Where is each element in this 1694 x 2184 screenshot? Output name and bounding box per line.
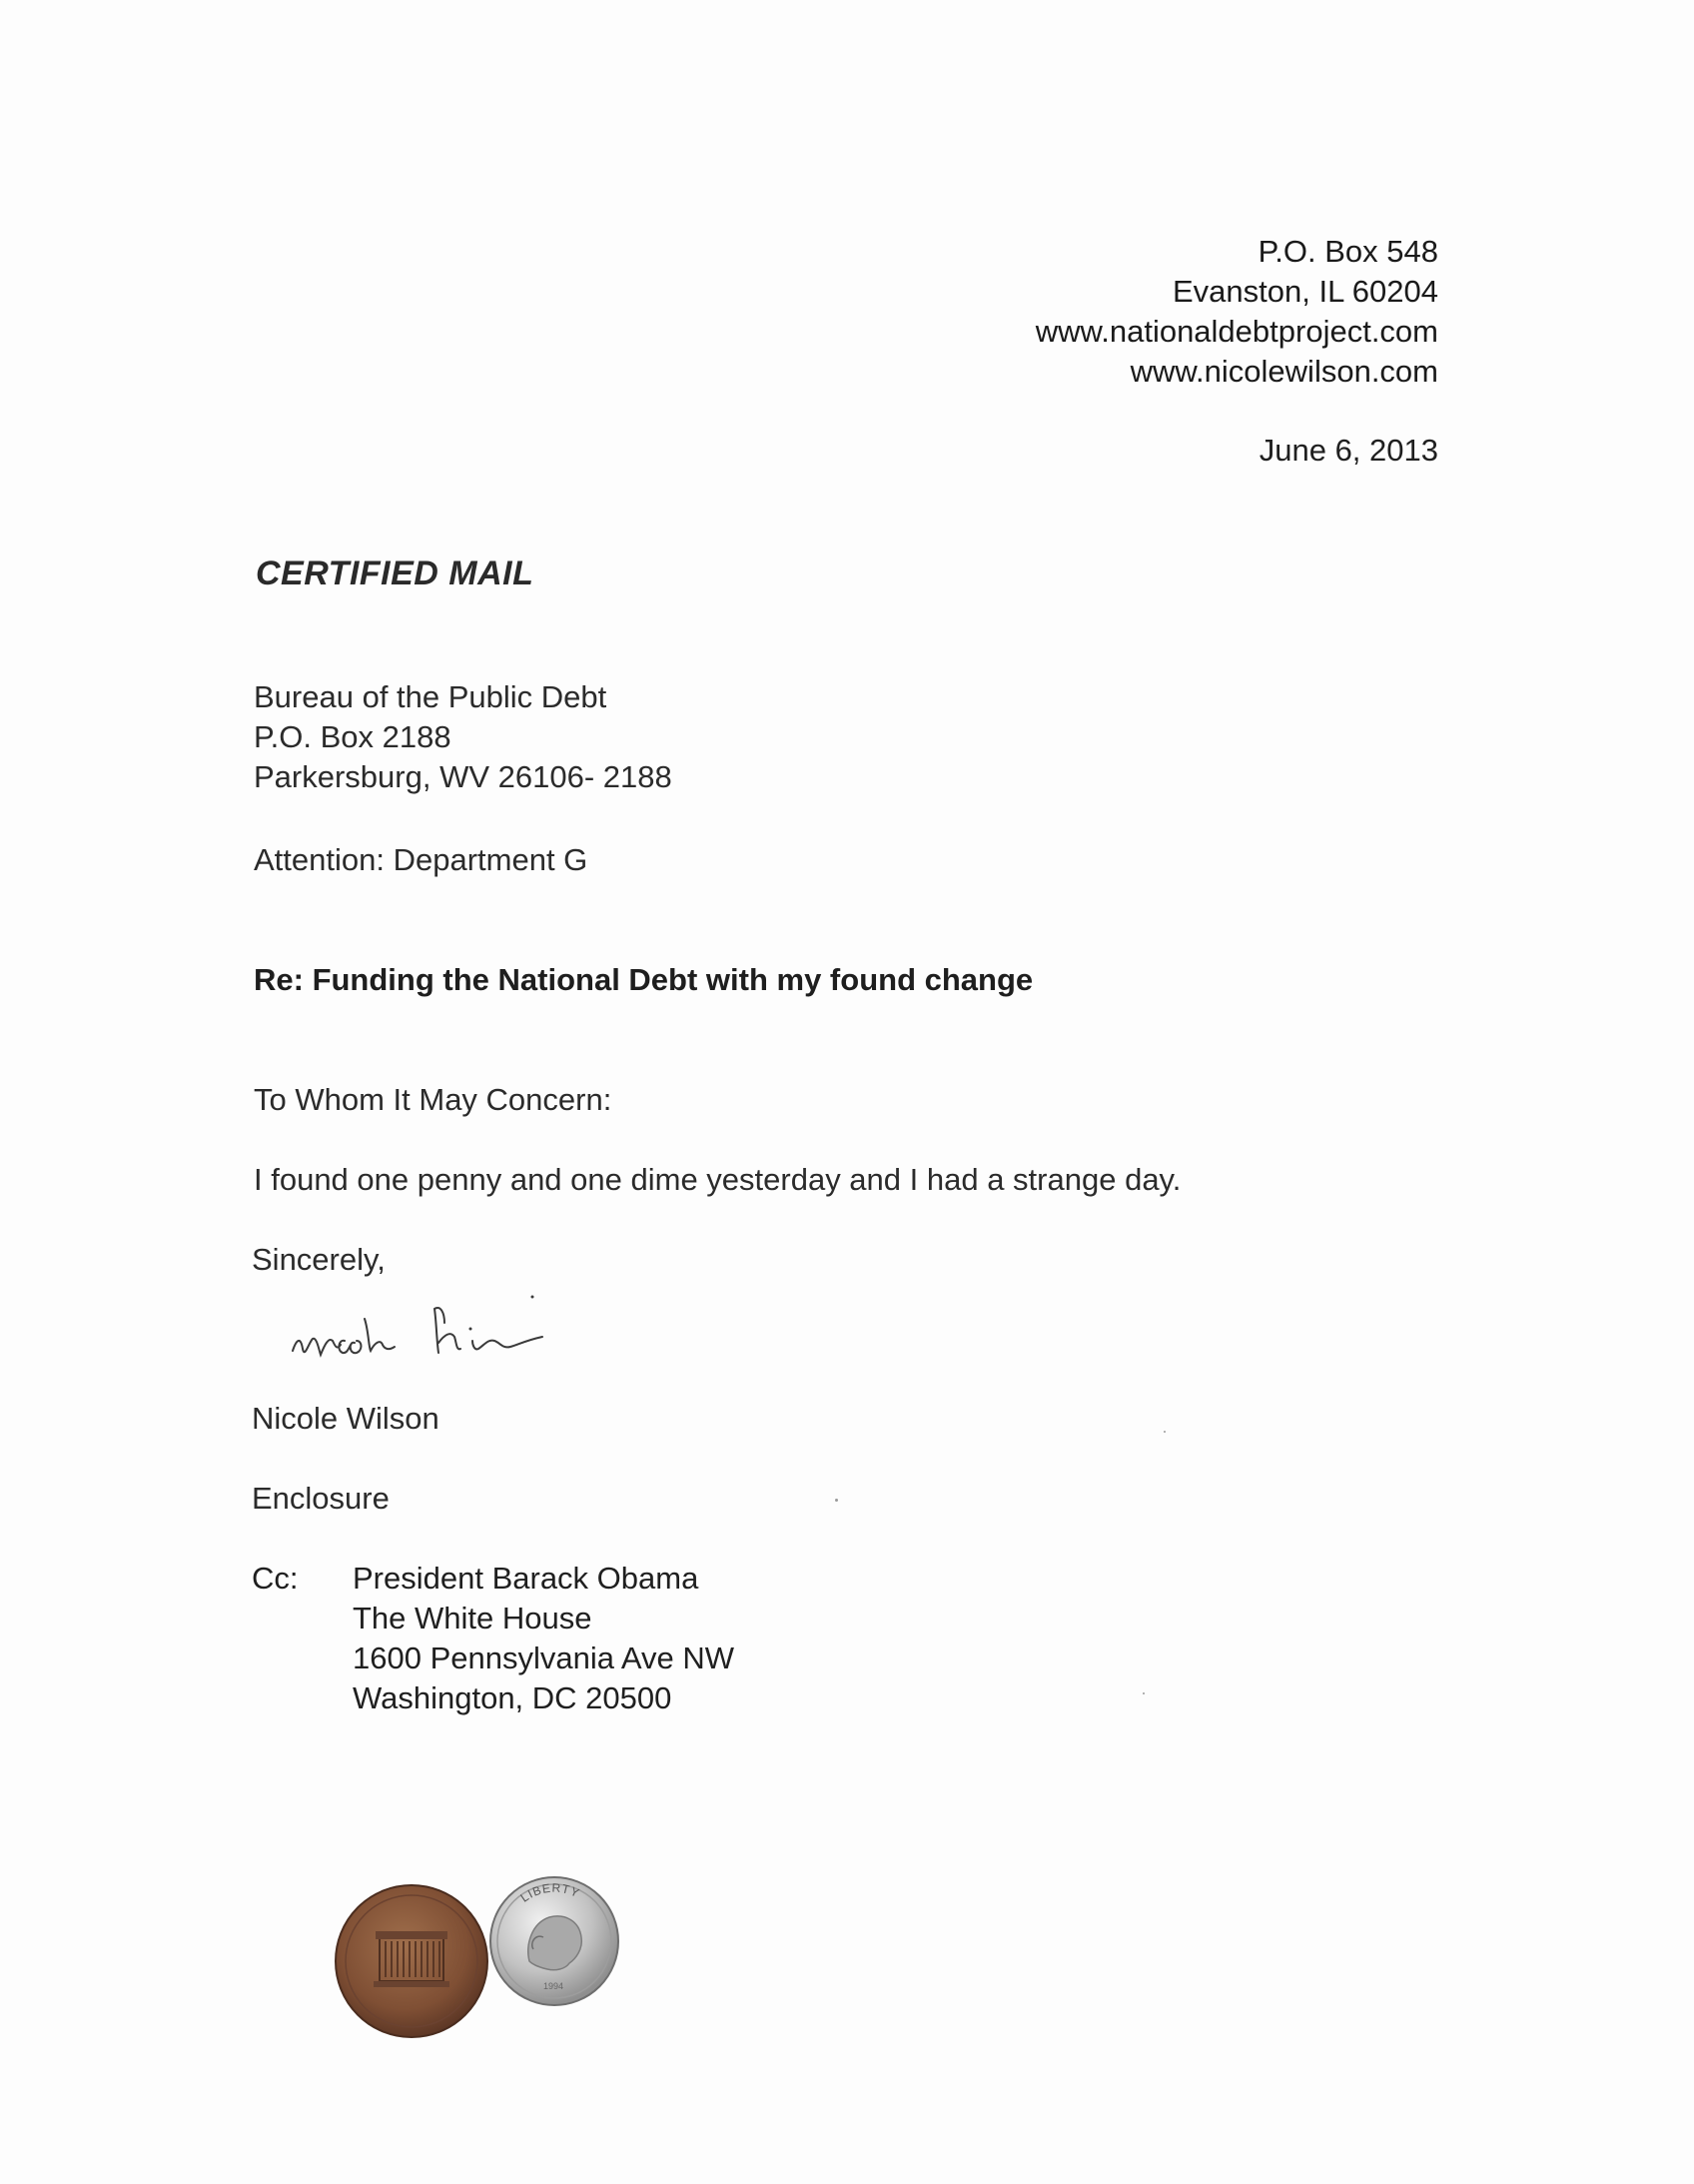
paper-speck <box>1164 1431 1166 1433</box>
cc-address <box>353 1559 734 1718</box>
sender-line-website-1: www.nationaldebtproject.com <box>1035 314 1438 349</box>
sender-address <box>1036 232 1438 392</box>
svg-text:LIBERTY: LIBERTY <box>517 1880 582 1905</box>
signer-name: Nicole Wilson <box>252 1401 439 1436</box>
dime-coin-icon <box>490 1877 618 2005</box>
svg-text:1994: 1994 <box>543 1981 564 1991</box>
cc-line-name: President Barack Obama <box>353 1561 699 1596</box>
salutation: To Whom It May Concern: <box>254 1082 612 1117</box>
letter-date: June 6, 2013 <box>1259 433 1438 468</box>
sender-line-website-2: www.nicolewilson.com <box>1130 354 1438 389</box>
paper-speck <box>1143 1692 1145 1694</box>
cc-line-building: The White House <box>353 1601 592 1636</box>
recipient-line-name: Bureau of the Public Debt <box>254 679 607 714</box>
recipient-line-po-box: P.O. Box 2188 <box>254 719 451 754</box>
subject-line: Re: Funding the National Debt with my found change <box>254 962 1034 997</box>
paper-speck <box>835 1499 838 1502</box>
cc-line-street: 1600 Pennsylvania Ave NW <box>353 1640 734 1675</box>
sender-line-po-box: P.O. Box 548 <box>1258 234 1438 269</box>
penny-coin-icon <box>336 1885 487 2037</box>
closing: Sincerely, <box>252 1242 386 1277</box>
sender-line-city: Evanston, IL 60204 <box>1173 274 1438 309</box>
cc-line-city: Washington, DC 20500 <box>353 1680 672 1715</box>
letter-body: I found one penny and one dime yesterday and I had a strange day. <box>254 1162 1182 1197</box>
enclosed-coins <box>330 1853 669 2043</box>
recipient-address <box>254 677 672 797</box>
attention-line: Attention: Department G <box>254 842 588 877</box>
enclosure-note: Enclosure <box>252 1481 390 1516</box>
cc-label: Cc: <box>252 1561 299 1596</box>
recipient-line-city: Parkersburg, WV 26106- 2188 <box>254 759 672 794</box>
signature-graphic <box>285 1279 634 1379</box>
certified-mail-heading: CERTIFIED MAIL <box>256 554 534 592</box>
